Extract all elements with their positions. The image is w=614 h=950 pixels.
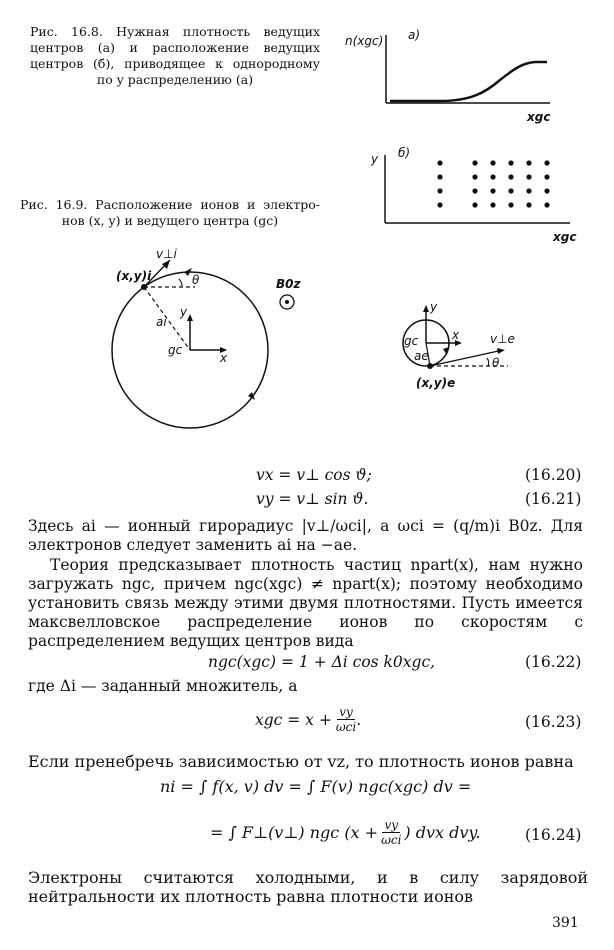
guiding-center-dot (508, 160, 513, 165)
guiding-center-dot (472, 160, 477, 165)
equation-part: = ∫ F⊥(v⊥) ngc (x + (210, 823, 379, 842)
equation-16-20: vx = v⊥ cos ϑ; (256, 466, 372, 484)
guiding-center-dot (472, 202, 477, 207)
panel-label-b: б) (398, 146, 411, 160)
velocity-label: v⊥e (490, 332, 515, 346)
fraction-numerator: vy (384, 818, 399, 832)
caption-line: Рис. 16.8. Нужная плотность ведущих (30, 24, 320, 39)
guiding-center-dot (508, 202, 513, 207)
fraction-numerator: vy (339, 705, 353, 719)
figure-a-density-plot (345, 25, 555, 125)
position-label: (x,y)e (416, 376, 456, 390)
angle-arc (487, 358, 489, 366)
figure-electron-orbit (390, 295, 540, 405)
paragraph: Электроны считаются холодными, и в силу зарядовой нейтральности их плотность равна плотности ионов (28, 868, 588, 906)
dot-grid (437, 160, 549, 207)
equation-number: (16.21) (525, 490, 582, 508)
panel-label-a: a) (408, 28, 421, 42)
guiding-center-dot (508, 174, 513, 179)
guiding-center-dot (490, 160, 495, 165)
caption-line: центров (б), приводящее к однородному (30, 56, 320, 71)
x-label: x (452, 328, 460, 342)
guiding-center-dot (544, 174, 549, 179)
b-field-label: B0z (276, 277, 301, 291)
equation-16-24-line1: ni = ∫ f(x, v) dv = ∫ F(v) ngc(xgc) dv = (160, 777, 472, 796)
guiding-center-dot (490, 188, 495, 193)
caption-line: Рис. 16.9. Расположение ионов и электро- (20, 197, 320, 212)
guiding-center-dot (437, 174, 442, 179)
equation-number: (16.24) (525, 826, 582, 844)
y-label: y (180, 305, 188, 319)
x-label: x (220, 351, 228, 365)
guiding-center-dot (508, 188, 513, 193)
period: . (356, 710, 362, 729)
guiding-center-dot (526, 174, 531, 179)
guiding-center-dot (544, 160, 549, 165)
equation-part: ) dvx dvy. (404, 823, 481, 842)
equation-number: (16.23) (525, 713, 582, 731)
guiding-center-dot (490, 174, 495, 179)
paragraph: где Δi — заданный множитель, а (28, 677, 298, 695)
guiding-center-dot (437, 160, 442, 165)
theta-label: θ (192, 273, 200, 287)
y-arrow-head (423, 305, 429, 312)
guiding-center-dot (472, 174, 477, 179)
paragraph: Если пренебречь зависимостью от vz, то плотность ионов равна (28, 752, 574, 771)
y-label: y (430, 300, 438, 314)
y-arrow-head (187, 314, 193, 321)
guiding-center-dot (526, 160, 531, 165)
equation-16-24-line2 (210, 818, 480, 847)
guiding-center-dot (472, 188, 477, 193)
caption-line: нов (x, y) и ведущего центра (gc) (61, 213, 279, 228)
velocity-label: v⊥i (156, 247, 177, 261)
equation-lhs: xgc = x + (255, 710, 332, 729)
x-axis-label: xgc (527, 110, 551, 124)
guiding-center-dot (437, 202, 442, 207)
guiding-center-dot (437, 188, 442, 193)
guiding-center-dot (526, 188, 531, 193)
guiding-center-dot (544, 188, 549, 193)
figure-b-guiding-centers (365, 145, 575, 245)
b-field-dot (285, 300, 289, 304)
radius-label: ae (414, 349, 429, 363)
angle-arc (179, 279, 182, 287)
guiding-center-dot (544, 202, 549, 207)
caption-line: по y распределению (a) (96, 72, 254, 87)
fraction-denominator: ωci (381, 833, 402, 847)
fraction-denominator: ωci (335, 720, 357, 734)
equation-16-21: vy = v⊥ sin ϑ. (256, 490, 369, 508)
page-number: 391 (552, 915, 579, 931)
theta-label: θ (492, 356, 500, 370)
position-label: (x,y)i (116, 269, 152, 283)
caption-fig-16-9 (20, 197, 320, 229)
density-curve (390, 62, 547, 101)
equation-16-22: ngc(xgc) = 1 + Δi cos k0xgc, (208, 653, 436, 671)
equation-number: (16.20) (525, 466, 582, 484)
velocity-arrow-head (497, 348, 505, 354)
equation-number: (16.22) (525, 653, 582, 671)
fraction (381, 818, 401, 847)
equation-16-23 (255, 705, 361, 734)
paragraph: Здесь ai — ионный гирорадиус |v⊥/ωci|, а ωci = (q/m)i B0z. Для электронов следует заменить ai на −ae. (28, 517, 583, 554)
guiding-center-dot (526, 202, 531, 207)
caption-fig-16-8 (30, 24, 320, 88)
x-axis-label: xgc (553, 230, 577, 244)
radius-label: ai (156, 315, 167, 329)
center-label: gc (404, 334, 419, 348)
fraction (336, 705, 356, 734)
center-label: gc (168, 343, 183, 357)
y-axis-label: y (371, 152, 379, 166)
paragraph: Теория предсказывает плотность частиц npart(x), нам нужно загружать ngc, причем ngc(xgc) ≠ npart(x); поэтому необходимо установить связь между этими двумя плотностями. Пусть имеется максвелловское распределение ионов по скоростям с распределением ведущих центров вида (28, 556, 583, 650)
guiding-center-dot (490, 202, 495, 207)
figure-ion-orbit (100, 247, 320, 450)
caption-line: центров (a) и расположение ведущих (30, 40, 320, 55)
y-axis-label: n(xgc) (345, 34, 384, 48)
